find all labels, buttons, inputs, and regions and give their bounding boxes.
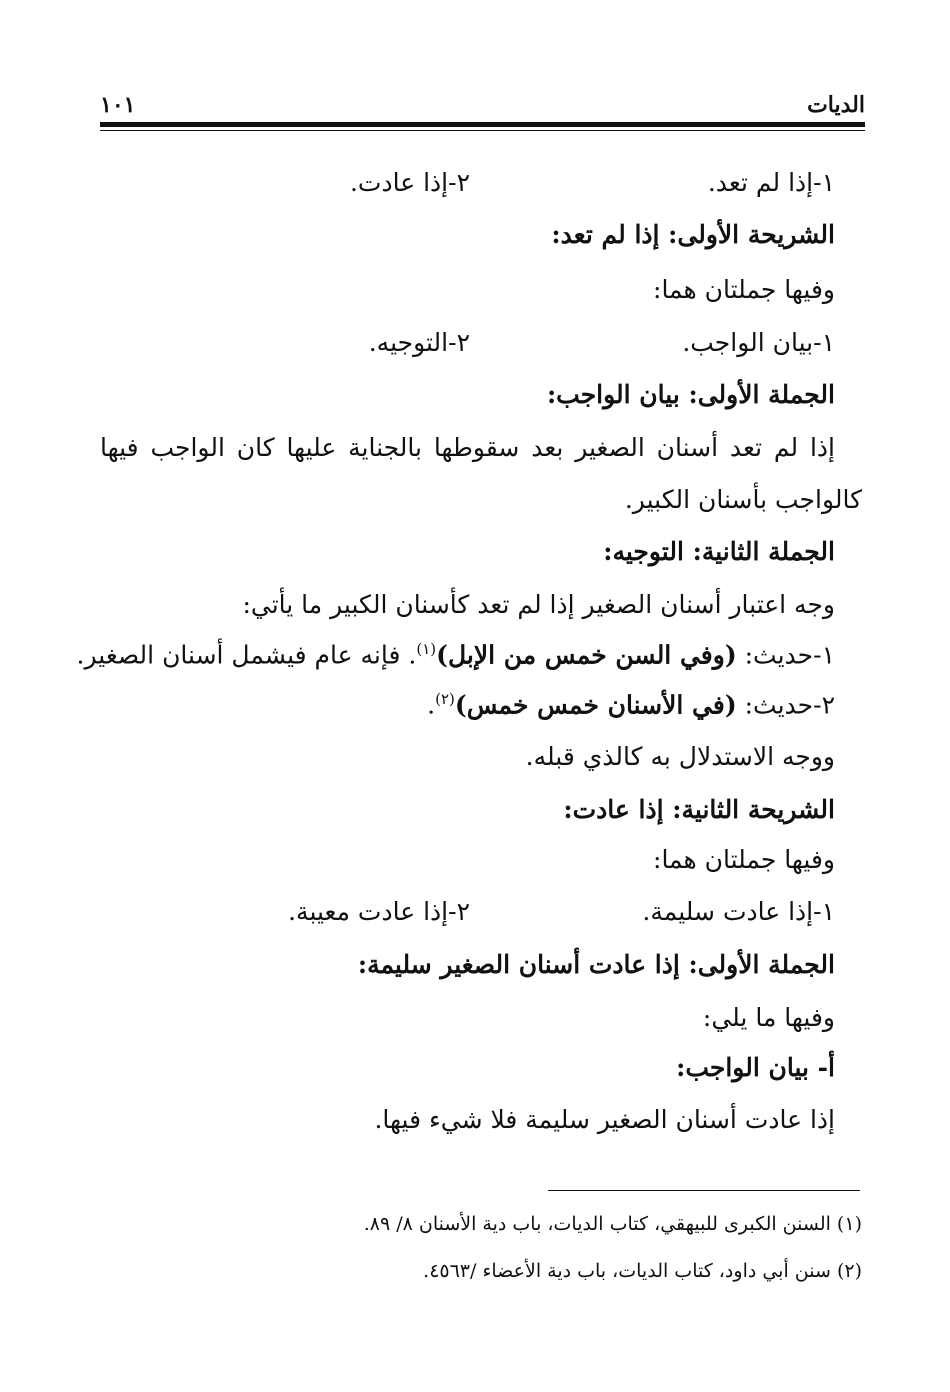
paragraph: إذا لم تعد أسنان الصغير بعد سقوطها بالجناية عليها كان الواجب فيها <box>100 433 835 462</box>
header-rule <box>100 122 865 127</box>
section-heading: الجملة الثانية: التوجيه: <box>603 537 835 566</box>
paragraph: وفيها جملتان هما: <box>653 275 835 304</box>
list-item: ٢-إذا عادت. <box>349 168 470 197</box>
list-item: ١-إذا عادت سليمة. <box>642 897 835 926</box>
footnote-ref: (٢) <box>435 690 455 708</box>
section-heading: الجملة الأولى: بيان الواجب: <box>546 380 835 409</box>
paragraph: ووجه الاستدلال به كالذي قبله. <box>525 742 835 771</box>
hadith-comment: . <box>427 690 436 720</box>
list-item: ٢-التوجيه. <box>368 328 470 357</box>
hadith-comment: . فإنه عام فيشمل أسنان الصغير. <box>76 640 417 670</box>
hadith-prefix: ١-حديث: <box>744 640 835 670</box>
footnote-rule <box>548 1190 860 1191</box>
section-heading: أ- بيان الواجب: <box>676 1053 835 1082</box>
paragraph: وفيها ما يلي: <box>702 1003 835 1032</box>
list-item: ٢-إذا عادت معيبة. <box>288 897 470 926</box>
chapter-title: الديات <box>807 92 865 118</box>
paragraph: إذا عادت أسنان الصغير سليمة فلا شيء فيها. <box>374 1105 835 1134</box>
hadith-prefix: ٢-حديث: <box>744 690 835 720</box>
page-header <box>100 92 865 122</box>
list-item: ١-بيان الواجب. <box>682 328 835 357</box>
section-heading: الشريحة الأولى: إذا لم تعد: <box>551 220 835 249</box>
section-heading: الجملة الأولى: إذا عادت أسنان الصغير سليمة: <box>357 950 835 979</box>
footnote-ref: (١) <box>416 640 437 658</box>
footnote: (١) السنن الكبرى للبيهقي، كتاب الديات، باب دية الأسنان ٨/ ٨٩. <box>363 1213 862 1235</box>
hadith-item <box>427 690 835 720</box>
page-number: ١٠١ <box>100 92 136 118</box>
header-rule-thin <box>100 130 865 131</box>
hadith-item <box>77 640 835 670</box>
hadith-quote: (في الأسنان خمس خمس) <box>454 690 737 720</box>
paragraph: كالواجب بأسنان الكبير. <box>624 485 862 514</box>
footnote: (٢) سنن أبي داود، كتاب الديات، باب دية الأعضاء /٤٥٦٣. <box>423 1260 862 1282</box>
section-heading: الشريحة الثانية: إذا عادت: <box>563 795 835 824</box>
hadith-quote: (وفي السن خمس من الإبل) <box>436 640 737 670</box>
paragraph: وفيها جملتان هما: <box>653 845 835 874</box>
list-item: ١-إذا لم تعد. <box>707 168 835 197</box>
paragraph: وجه اعتبار أسنان الصغير إذا لم تعد كأسنان الكبير ما يأتي: <box>242 590 835 619</box>
